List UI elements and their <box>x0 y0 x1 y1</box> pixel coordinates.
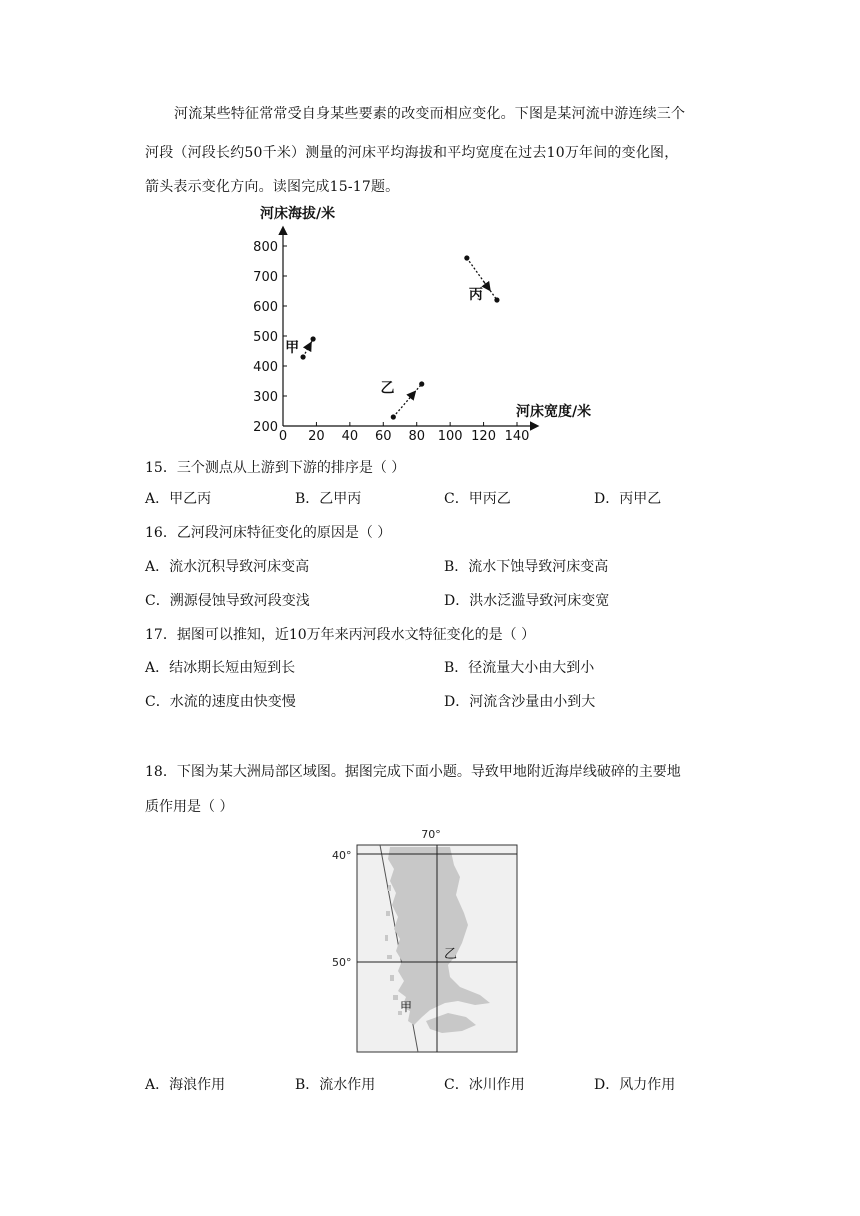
intro-line-1: 河流某些特征常常受自身某些要素的改变而相应变化。下图是某河流中游连续三个 <box>174 106 686 122</box>
q15-option-b[interactable]: B．乙甲丙 <box>295 491 362 507</box>
series-end-point-乙 <box>419 381 424 386</box>
q17-option-c[interactable]: C．水流的速度由快变慢 <box>145 694 296 710</box>
q18-stem-line-2: 质作用是（ ） <box>145 799 234 815</box>
continent-map <box>330 825 530 1055</box>
x-tick-label: 0 <box>278 429 288 444</box>
q17-option-a[interactable]: A．结冰期长短由短到长 <box>145 660 296 676</box>
map-label-jia: 甲 <box>400 1000 413 1014</box>
q17-option-b[interactable]: B．径流量大小由大到小 <box>444 660 595 676</box>
q15-option-d[interactable]: D．丙甲乙 <box>594 491 662 507</box>
series-arrow-丙 <box>483 281 489 289</box>
q15-option-c[interactable]: C．甲丙乙 <box>444 491 511 507</box>
series-start-point-甲 <box>300 354 305 359</box>
q18-option-b[interactable]: B．流水作用 <box>295 1077 376 1093</box>
series-line-乙 <box>393 384 421 417</box>
series-label-乙: 乙 <box>380 380 395 397</box>
y-tick-label: 500 <box>253 330 278 345</box>
y-tick-label: 800 <box>253 240 278 255</box>
q18-stem-line-1: 18．下图为某大洲局部区域图。据图完成下面小题。导致甲地附近海岸线破碎的主要地 <box>145 764 681 780</box>
series-start-point-乙 <box>391 414 396 419</box>
q16-stem: 16．乙河段河床特征变化的原因是（ ） <box>145 525 392 541</box>
q18-option-d[interactable]: D．风力作用 <box>594 1077 676 1093</box>
series-end-point-甲 <box>310 336 315 341</box>
intro-line-3: 箭头表示变化方向。读图完成15-17题。 <box>145 179 400 195</box>
x-tick-label: 120 <box>471 429 496 444</box>
series-start-point-丙 <box>464 255 469 260</box>
series-arrow-乙 <box>409 392 415 399</box>
series-label-丙: 丙 <box>468 287 483 303</box>
q16-option-a[interactable]: A．流水沉积导致河床变高 <box>145 559 310 575</box>
x-tick-label: 60 <box>375 429 392 444</box>
y-tick-label: 300 <box>253 390 278 405</box>
x-tick-label: 100 <box>437 429 463 444</box>
q17-option-d[interactable]: D．河流含沙量由小到大 <box>444 694 596 710</box>
y-axis-title: 河床海拔/米 <box>260 206 336 222</box>
x-axis-title: 河床宽度/米 <box>516 404 592 420</box>
q16-option-c[interactable]: C．溯源侵蚀导致河段变浅 <box>145 593 310 609</box>
x-tick-label: 140 <box>504 429 530 444</box>
map-label-yi: 乙 <box>444 947 458 962</box>
map-lat40-label: 40° <box>332 849 352 862</box>
y-tick-label: 600 <box>253 300 278 315</box>
q16-option-d[interactable]: D．洪水泛滥导致河床变宽 <box>444 593 610 609</box>
q18-option-c[interactable]: C．冰川作用 <box>444 1077 525 1093</box>
y-tick-label: 700 <box>253 270 278 285</box>
q15-option-a[interactable]: A．甲乙丙 <box>145 491 212 507</box>
q17-stem: 17．据图可以推知，近10万年来丙河段水文特征变化的是（ ） <box>145 627 536 643</box>
q16-option-b[interactable]: B．流水下蚀导致河床变高 <box>444 559 609 575</box>
series-line-甲 <box>303 339 313 357</box>
map-lat50-label: 50° <box>332 956 352 969</box>
q18-option-a[interactable]: A．海浪作用 <box>145 1077 226 1093</box>
series-label-甲: 甲 <box>285 340 300 356</box>
river-chart <box>250 200 592 444</box>
map-lon-label: 70° <box>421 828 441 841</box>
q15-stem: 15．三个测点从上游到下游的排序是（ ） <box>145 460 406 476</box>
x-tick-label: 40 <box>341 429 359 444</box>
x-tick-label: 20 <box>308 429 325 444</box>
x-tick-label: 80 <box>408 429 425 444</box>
series-end-point-丙 <box>494 297 499 302</box>
y-tick-label: 200 <box>253 420 278 435</box>
intro-line-2: 河段（河段长约50千米）测量的河床平均海拔和平均宽度在过去10万年间的变化图， <box>145 145 679 161</box>
y-tick-label: 400 <box>253 360 278 375</box>
